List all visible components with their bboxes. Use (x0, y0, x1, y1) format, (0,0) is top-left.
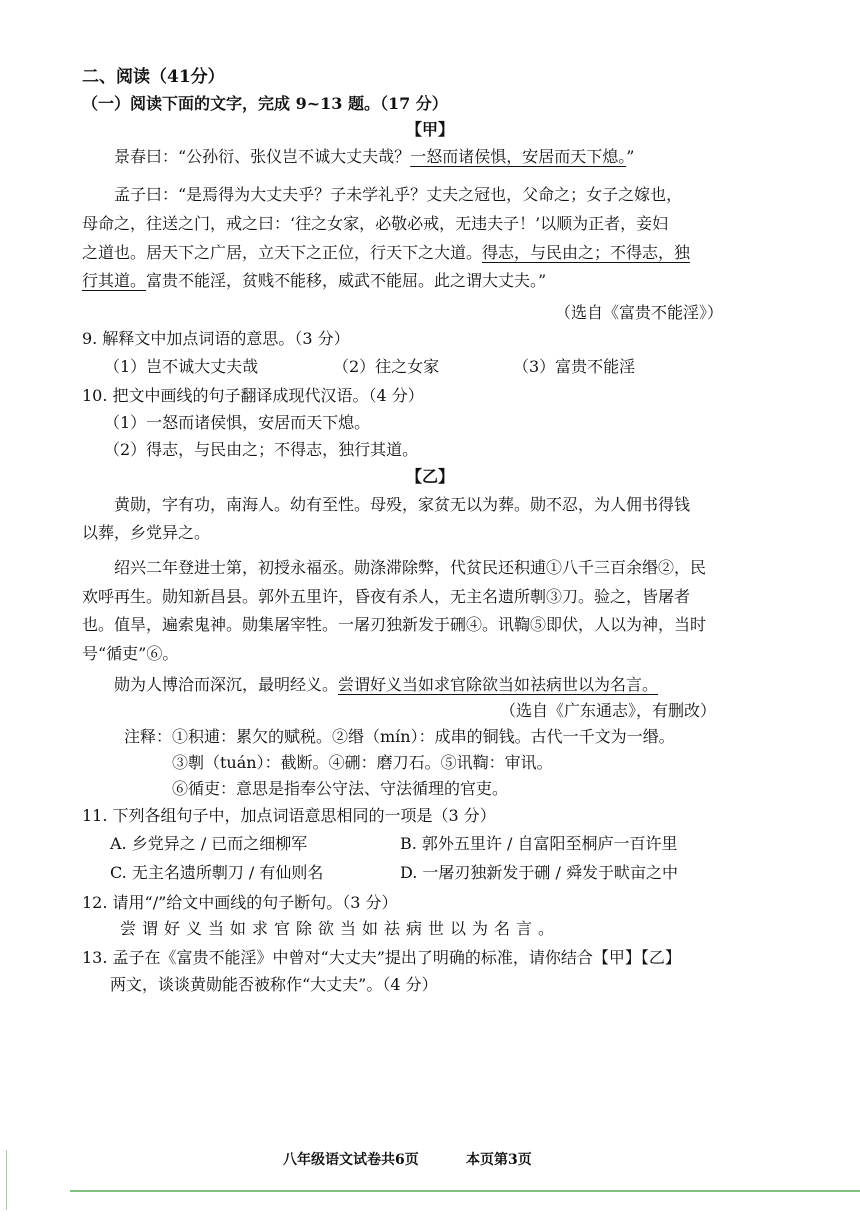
yi-paragraph-2-line-2: 欢呼再生。勋知新昌县。郭外五里许，昏夜有杀人，无主名遗所剸③刀。验之，皆屠者 (82, 587, 691, 606)
question-11-option-a: A. 乡党异之 / 已而之细柳军 (110, 834, 308, 853)
jia-paragraph-2-line-4: 行其道。富贵不能淫，贫贱不能移，威武不能屈。此之谓大丈夫。” (82, 271, 547, 290)
yi-paragraph-2-line-4: 号“循吏”⑥。 (82, 644, 179, 663)
question-9-item-2: （2）往之女家 (333, 357, 440, 376)
yi-paragraph-3: 勋为人博洽而深沉，最明经义。尝谓好义当如求官除欲当如祛病世以为名言。 (114, 675, 659, 694)
question-11-option-b: B. 郭外五里许 / 自富阳至桐庐一百许里 (400, 834, 678, 853)
yi-source: （选自《广东通志》，有删改） (500, 701, 717, 720)
question-11-option-c: C. 无主名遗所剸刀 / 有仙则名 (110, 863, 324, 882)
jia-paragraph-1: 景春曰：“公孙衍、张仪岂不诚大丈夫哉？一怒而诸侯惧，安居而天下熄。” (114, 147, 635, 166)
yi-note-2: ③剸（tuán）：截断。④硎：磨刀石。⑤讯鞫：审讯。 (172, 753, 553, 772)
question-10-stem: 10. 把文中画线的句子翻译成现代汉语。（4 分） (82, 386, 424, 405)
underlined-sentence-2: 得志，与民由之；不得志，独 (482, 243, 691, 262)
section-title: 二、阅读（41分） (82, 67, 225, 87)
question-9-stem: 9. 解释文中加点词语的意思。（3 分） (82, 329, 350, 348)
question-11-option-d: D. 一屠刃独新发于硎 / 舜发于畎亩之中 (400, 863, 678, 882)
yi-paragraph-1-line-2: 以葬，乡党异之。 (82, 523, 211, 542)
question-13-line-2: 两文，谈谈黄勋能否被称作“大丈夫”。（4 分） (110, 975, 438, 994)
footer-page-number: 本页第3页 (466, 1152, 532, 1168)
question-11-stem: 11. 下列各组句子中，加点词语意思相同的一项是（3 分） (82, 806, 496, 825)
passage-jia-label: 【甲】 (405, 120, 454, 139)
question-12-sentence: 尝谓好义当如求官除欲当如祛病世以为名言。 (120, 919, 561, 938)
scan-edge-line (6, 1150, 7, 1210)
jia-paragraph-2-line-1: 孟子曰：“是焉得为大丈夫乎？子未学礼乎？丈夫之冠也，父命之；女子之嫁也， (114, 185, 683, 204)
scan-bottom-line (70, 1190, 860, 1192)
jia-source: （选自《富贵不能淫》） (555, 303, 724, 322)
question-10-item-1: （1）一怒而诸侯惧，安居而天下熄。 (104, 413, 371, 432)
question-10-item-2: （2）得志，与民由之；不得志，独行其道。 (104, 440, 419, 459)
question-13-line-1: 13. 孟子在《富贵不能淫》中曾对“大丈夫”提出了明确的标准，请你结合【甲】【乙】 (82, 948, 681, 967)
section-subtitle: （一）阅读下面的文字，完成 9~13 题。（17 分） (82, 94, 448, 113)
yi-note-1: 注释：①积逋：累欠的赋税。②缗（mín）：成串的铜钱。古代一千文为一缗。 (124, 727, 675, 746)
jia-paragraph-2-line-3: 之道也。居天下之广居，立天下之正位，行天下之大道。得志，与民由之；不得志，独 (82, 243, 691, 262)
footer-total-pages: 八年级语文试卷共6页 (283, 1152, 419, 1168)
yi-paragraph-2-line-1: 绍兴二年登进士第，初授永福丞。勋涤滞除弊，代贫民还积逋①八千三百余缗②，民 (114, 558, 707, 577)
yi-paragraph-1-line-1: 黄勋，字有功，南海人。幼有至性。母殁，家贫无以为葬。勋不忍，为人佣书得钱 (114, 495, 691, 514)
yi-note-3: ⑥循吏：意思是指奉公守法、守法循理的官吏。 (172, 779, 509, 798)
question-9-item-1: （1）岂不诚大丈夫哉 (104, 357, 259, 376)
jia-paragraph-2-line-2: 母命之，往送之门，戒之曰：‘往之女家，必敬必戒，无违夫子！’以顺为正者，妾妇 (82, 214, 669, 233)
underlined-sentence-3: 尝谓好义当如求官除欲当如祛病世以为名言。 (338, 675, 659, 694)
passage-yi-label: 【乙】 (405, 467, 454, 486)
yi-paragraph-2-line-3: 也。值旱，遍索鬼神。勋集屠宰牲。一屠刃独新发于硎④。讯鞫⑤即伏，人以为神，当时 (82, 615, 707, 634)
underlined-sentence-1: 一怒而诸侯惧，安居而天下熄。 (410, 147, 627, 166)
question-9-item-3: （3）富贵不能淫 (513, 357, 636, 376)
question-12-stem: 12. 请用“/”给文中画线的句子断句。（3 分） (82, 893, 398, 912)
